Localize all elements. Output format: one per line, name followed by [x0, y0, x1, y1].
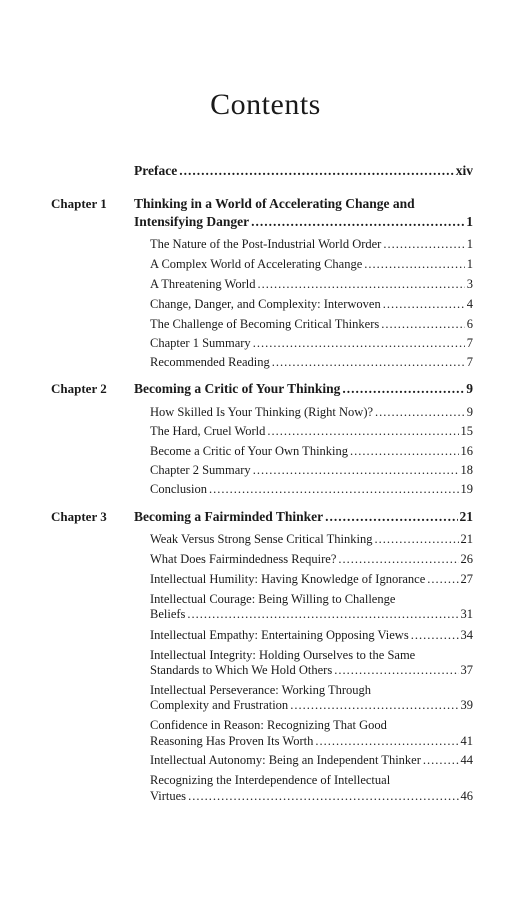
toc-entry-page: 37 — [460, 663, 473, 677]
leader-dots — [257, 275, 464, 293]
leader-dots — [272, 353, 465, 371]
leader-dots — [411, 626, 459, 644]
toc-entry-page: 6 — [466, 317, 473, 331]
toc-entry-page: 7 — [466, 336, 473, 350]
leader-dots — [383, 235, 464, 253]
toc-section-entry[interactable] — [150, 461, 473, 479]
toc-section-entry[interactable] — [150, 787, 473, 805]
toc-chapter-entry[interactable] — [134, 508, 473, 526]
toc-entry-page: 21 — [460, 532, 473, 546]
toc-entry-title: Becoming a Fairminded Thinker — [134, 509, 324, 524]
leader-dots — [423, 751, 459, 769]
toc-entry-page: 4 — [466, 297, 473, 311]
toc-entry-page: 31 — [460, 607, 473, 621]
toc-entry-title: How Skilled Is Your Thinking (Right Now)? — [150, 405, 374, 419]
toc-section-entry[interactable] — [150, 626, 473, 644]
toc-section-entry[interactable] — [150, 732, 473, 750]
leader-dots — [187, 605, 458, 623]
chapter-label: Chapter 3 — [51, 509, 107, 524]
toc-entry-page: 15 — [460, 424, 473, 438]
toc-entry-title: Intellectual Autonomy: Being an Independent Thinker — [150, 753, 421, 767]
toc-entry-page: 19 — [460, 482, 473, 496]
leader-dots — [334, 661, 458, 679]
toc-section-entry[interactable] — [150, 353, 473, 371]
leader-dots — [253, 334, 465, 352]
leader-dots — [427, 570, 458, 588]
toc-entry-page: 21 — [459, 509, 473, 524]
leader-dots — [188, 787, 458, 805]
toc-entry-page: 46 — [460, 789, 473, 803]
leader-dots — [290, 696, 458, 714]
toc-entry-page: 3 — [466, 277, 473, 291]
toc-section-entry[interactable] — [150, 661, 473, 679]
toc-section-entry[interactable] — [150, 480, 473, 498]
leader-dots — [267, 422, 458, 440]
toc-entry-title: Beliefs — [150, 607, 186, 621]
toc-section-title-line1[interactable]: Intellectual Courage: Being Willing to Challenge — [150, 592, 396, 606]
leader-dots — [338, 550, 458, 568]
toc-entry-title: Intellectual Humility: Having Knowledge of Ignorance — [150, 572, 426, 586]
leader-dots — [342, 380, 464, 398]
toc-entry-title: Virtues — [150, 789, 187, 803]
leader-dots — [364, 255, 464, 273]
toc-section-entry[interactable] — [150, 255, 473, 273]
toc-section-entry[interactable] — [150, 235, 473, 253]
toc-section-title-line1[interactable]: Intellectual Integrity: Holding Ourselves to the Same — [150, 648, 416, 662]
toc-entry-title: The Nature of the Post-Industrial World Order — [150, 237, 382, 251]
leader-dots — [374, 530, 458, 548]
leader-dots — [315, 732, 458, 750]
toc-entry-page: 7 — [466, 355, 473, 369]
toc-chapter-entry[interactable] — [134, 213, 473, 231]
toc-section-entry[interactable] — [150, 315, 473, 333]
toc-entry-title: Complexity and Frustration — [150, 698, 289, 712]
toc-entry-page: 41 — [460, 734, 473, 748]
toc-entry-page: 9 — [466, 405, 473, 419]
toc-entry-preface[interactable] — [134, 162, 473, 180]
toc-section-entry[interactable] — [150, 570, 473, 588]
toc-entry-title: Reasoning Has Proven Its Worth — [150, 734, 314, 748]
toc-entry-title: Standards to Which We Hold Others — [150, 663, 333, 677]
toc-entry-title: Chapter 1 Summary — [150, 336, 251, 350]
toc-entry-title: Recommended Reading — [150, 355, 270, 369]
toc-entry-title: Become a Critic of Your Own Thinking — [150, 444, 349, 458]
toc-section-entry[interactable] — [150, 605, 473, 623]
toc-chapter-entry[interactable] — [134, 380, 473, 398]
chapter-label: Chapter 2 — [51, 381, 107, 396]
toc-entry-title: Intellectual Empathy: Entertaining Opposing Views — [150, 628, 409, 642]
leader-dots — [253, 461, 459, 479]
toc-entry-page: 16 — [460, 444, 473, 458]
toc-section-entry[interactable] — [150, 334, 473, 352]
toc-section-title-line1[interactable]: Recognizing the Interdependence of Intellectual — [150, 773, 391, 787]
toc-section-entry[interactable] — [150, 530, 473, 548]
leader-dots — [383, 295, 465, 313]
toc-entry-title: Preface — [134, 163, 178, 178]
toc-entry-page: xiv — [455, 163, 473, 178]
page-title: Contents — [210, 88, 321, 121]
toc-entry-title: Weak Versus Strong Sense Critical Thinking — [150, 532, 373, 546]
toc-entry-page: 1 — [466, 237, 473, 251]
toc-entry-title: A Complex World of Accelerating Change — [150, 257, 363, 271]
toc-section-title-line1[interactable]: Confidence in Reason: Recognizing That Good — [150, 718, 387, 732]
leader-dots — [325, 508, 457, 526]
leader-dots — [381, 315, 465, 333]
toc-section-entry[interactable] — [150, 403, 473, 421]
leader-dots — [375, 403, 465, 421]
toc-entry-page: 9 — [466, 381, 473, 396]
leader-dots — [350, 442, 458, 460]
toc-entry-title: Conclusion — [150, 482, 207, 496]
toc-section-entry[interactable] — [150, 275, 473, 293]
toc-entry-page: 44 — [460, 753, 473, 767]
toc-section-entry[interactable] — [150, 550, 473, 568]
toc-entry-page: 1 — [466, 257, 473, 271]
toc-section-title-line1[interactable]: Intellectual Perseverance: Working Through — [150, 683, 372, 697]
toc-entry-title: Chapter 2 Summary — [150, 463, 251, 477]
toc-entry-title: What Does Fairmindedness Require? — [150, 552, 337, 566]
toc-section-entry[interactable] — [150, 696, 473, 714]
toc-entry-page: 27 — [460, 572, 473, 586]
toc-entry-page: 1 — [466, 214, 473, 229]
toc-entry-title: The Challenge of Becoming Critical Thinkers — [150, 317, 380, 331]
toc-entry-title: Change, Danger, and Complexity: Interwoven — [150, 297, 381, 311]
toc-entry-page: 18 — [460, 463, 473, 477]
toc-entry-page: 34 — [460, 628, 473, 642]
toc-section-entry[interactable] — [150, 295, 473, 313]
leader-dots — [209, 480, 459, 498]
toc-entry-title: Becoming a Critic of Your Thinking — [134, 381, 341, 396]
toc-entry-page: 39 — [460, 698, 473, 712]
leader-dots — [251, 213, 464, 231]
toc-entry-page: 26 — [460, 552, 473, 566]
toc-section-entry[interactable] — [150, 751, 473, 769]
toc-section-entry[interactable] — [150, 442, 473, 460]
toc-chapter-title-line1[interactable]: Thinking in a World of Accelerating Change and — [134, 196, 415, 211]
leader-dots — [179, 162, 454, 180]
toc-section-entry[interactable] — [150, 422, 473, 440]
toc-entry-title: The Hard, Cruel World — [150, 424, 266, 438]
chapter-label: Chapter 1 — [51, 196, 107, 211]
toc-entry-title: A Threatening World — [150, 277, 256, 291]
toc-entry-title: Intensifying Danger — [134, 214, 250, 229]
